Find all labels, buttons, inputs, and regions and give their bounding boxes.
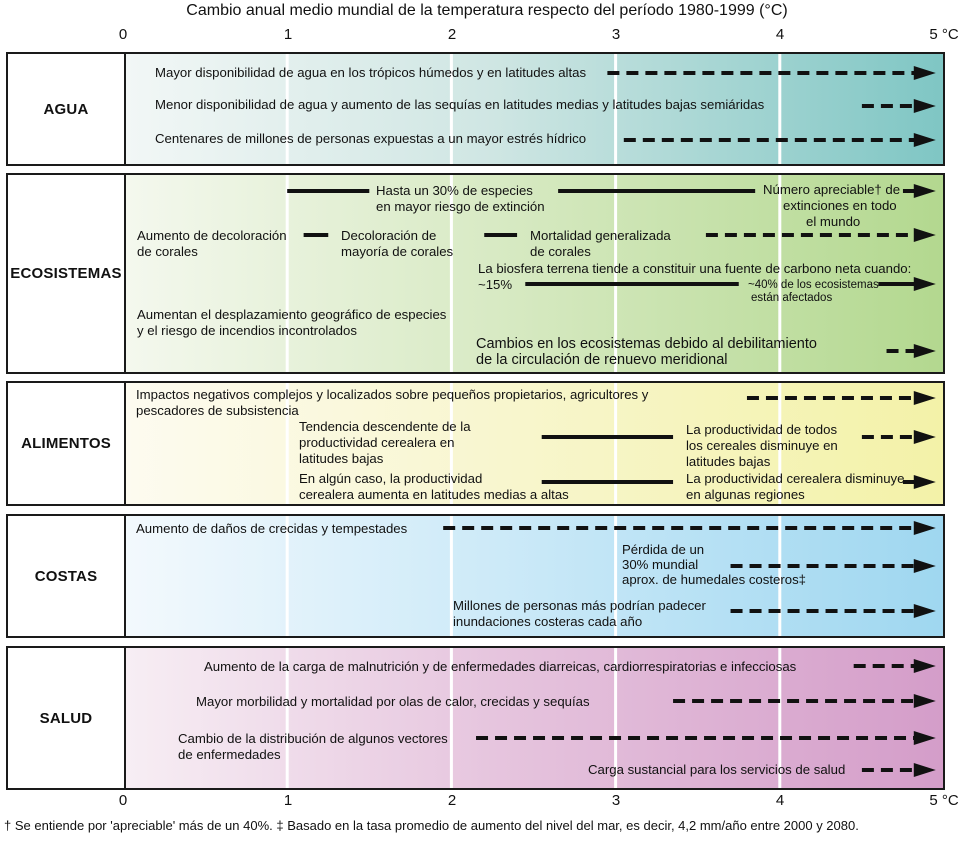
event-eco-6b: ~40% de los ecosistemas [748,279,879,291]
event-ali-3a: La productividad de todos [686,422,838,437]
event-ali-4a: En algún caso, la productividad [299,471,483,486]
event-ali-1b: pescadores de subsistencia [136,403,299,418]
event-sal-4: Carga sustancial para los servicios de salud [588,762,846,777]
event-ali-5b: en algunas regiones [686,487,805,502]
top-tick-5: 5 °C [929,26,959,43]
sector-costas-label-cell [8,516,126,636]
event-ali-2b: productividad cerealera en [299,435,455,450]
event-ali-1a: Impactos negativos complejos y localizados sobre pequeños propietarios, agricultores y [136,387,649,402]
event-cos-1: Aumento de daños de crecidas y tempestades [136,521,408,536]
event-cos-3b: inundaciones costeras cada año [453,614,643,629]
event-ali-3c: latitudes bajas [686,454,771,469]
event-cos-2a: Pérdida de un [622,542,705,557]
event-eco-6c: están afectados [751,292,833,304]
sector-label-ecosistemas: ECOSISTEMAS [10,265,122,282]
event-eco-3a: Aumento de decoloración [137,228,287,243]
top-tick-1: 1 [283,26,293,43]
event-eco-3b: de corales [137,244,198,259]
event-eco-4a: Decoloración de [341,228,437,243]
event-eco-5a: Mortalidad generalizada [530,228,671,243]
top-tick-2: 2 [447,26,457,43]
event-eco-6: La biosfera terrena tiende a constituir una fuente de carbono neta cuando: [478,261,912,276]
event-ali-2c: latitudes bajas [299,451,384,466]
sector-label-alimentos: ALIMENTOS [21,435,111,452]
event-eco-4b: mayoría de corales [341,244,454,259]
event-eco-7a: Aumentan el desplazamiento geográfico de especies [137,307,447,322]
event-agua-1: Mayor disponibilidad de agua en los trópicos húmedos y en latitudes altas [155,65,587,80]
event-sal-1: Aumento de la carga de malnutrición y de enfermedades diarreicas, cardiorrespiratorias e infecciosas [204,659,797,674]
event-agua-2: Menor disponibilidad de agua y aumento de las sequías en latitudes medias y latitudes bajas semiáridas [155,97,765,112]
sector-label-costas: COSTAS [34,567,98,585]
chart-title: Cambio anual medio mundial de la temperatura respecto del período 1980-1999 (°C) [186,2,788,19]
bottom-tick-1: 1 [283,792,293,809]
sector-label-agua: AGUA [43,100,89,118]
sector-alimentos-label-cell [8,383,126,504]
bottom-tick-0: 0 [118,792,128,809]
event-ali-3b: los cereales disminuye en [686,438,838,453]
event-cos-2c: aprox. de humedales costeros‡ [622,572,807,587]
top-tick-3: 3 [611,26,621,43]
event-ali-5a: La productividad cerealera disminuye [686,471,905,486]
event-eco-1a: Hasta un 30% de especies [376,183,533,198]
sector-label-salud: SALUD [39,709,93,727]
sector-salud-label-cell [8,648,126,788]
sector-agua-label-cell [8,54,126,164]
event-sal-3b: de enfermedades [178,747,281,762]
sector-ecosistemas-label-cell [8,175,126,372]
event-cos-3a: Millones de personas más podrían padecer [453,598,706,613]
event-eco-8b: de la circulación de renuevo meridional [476,352,728,368]
event-eco-6a: ~15% [478,277,513,292]
bottom-tick-2: 2 [447,792,457,809]
event-eco-7b: y el riesgo de incendios incontrolados [137,323,357,338]
top-tick-0: 0 [118,26,128,43]
bottom-tick-3: 3 [611,792,621,809]
event-ali-2a: Tendencia descendente de la [299,419,471,434]
event-eco-2a: Número apreciable† de [763,182,901,197]
event-agua-3: Centenares de millones de personas expuestas a un mayor estrés hídrico [155,131,587,146]
bottom-tick-5: 5 °C [929,792,959,809]
event-eco-2b: extinciones en todo [783,198,897,213]
bottom-tick-4: 4 [775,792,785,809]
event-ali-4b: cerealera aumenta en latitudes medias a altas [299,487,569,502]
top-tick-4: 4 [775,26,785,43]
event-sal-2: Mayor morbilidad y mortalidad por olas de calor, crecidas y sequías [196,694,590,709]
event-eco-8a: Cambios en los ecosistemas debido al debilitamiento [476,336,817,352]
event-eco-5b: de corales [530,244,591,259]
event-eco-1b: en mayor riesgo de extinción [376,199,545,214]
event-sal-3a: Cambio de la distribución de algunos vectores [178,731,448,746]
footnote: † Se entiende por 'apreciable' más de un 40%. ‡ Basado en la tasa promedio de aumento del nivel del mar, es decir, 4,2 mm/año entre 2000 y 2080. [4,818,859,833]
event-eco-2c: el mundo [806,214,861,229]
event-cos-2b: 30% mundial [622,557,699,572]
